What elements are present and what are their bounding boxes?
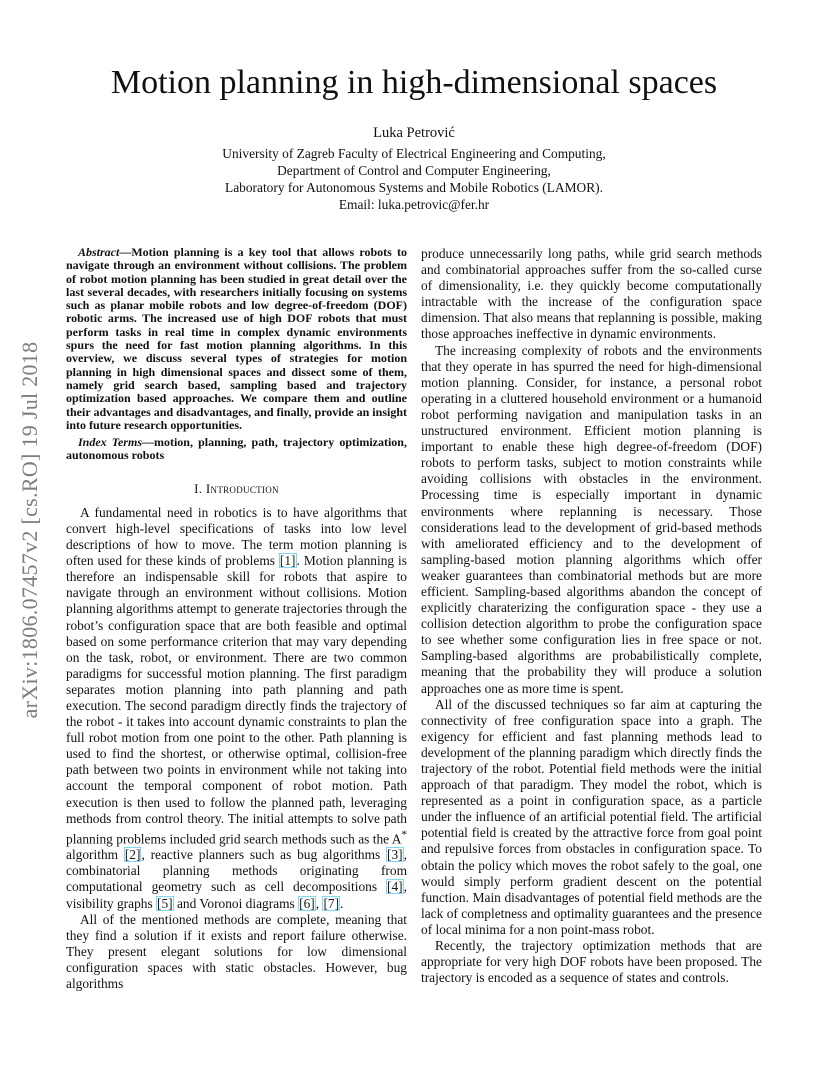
abstract-text: —Motion planning is a key tool that allows robots to navigate through an environment without collisions. The problem of robot motion planning has been studied in great detail over the last several decades, with researchers initially focusing on systems such as planar mobile robots and low degree-of-freedom (DOF) robotic arms. The increased use of high DOF robots that must perform tasks in real time in complex dynamic environments spurs the need for fast motion planning algorithms. In this overview, we discuss several types of strategies for motion planning in high dimensional spaces and dissect some of them, namely grid search based, sampling based and trajectory optimization based approaches. We compare them and outline their advantages and disadvantages, and finally, provide an insight into future research opportunities. bbox=[66, 245, 407, 432]
citation-link[interactable]: [4] bbox=[387, 879, 403, 895]
author-block bbox=[110, 125, 718, 213]
astar-superscript: * bbox=[401, 828, 407, 841]
text-run: . Motion planning is therefore an indispensable skill for robots that aspire to navigate through an environment without collisions. Motion planning algorithms attempt to generate trajectories through the robot’s configuration space that are both feasible and optimal based on some performance criterion that may vary depending on the task, robot, or environment. There are two common paradigms for successful motion planning. The first paradigm separates motion planning into path planning and path execution. The second paradigm directly finds the trajectory of the robot - it takes into account dynamic constraints to plan the full robot motion from one point to the other. Path planning is used to find the shortest, or otherwise optimal, collision-free path between two points in environment while not taking into account the temporal component of robot motion. Path execution is then used to follow the planned path, leveraging methods from control theory. The initial attempts to solve path planning problems included grid search methods such as the A bbox=[66, 553, 407, 847]
affiliation-line-3: Laboratory for Autonomous Systems and Mobile Robotics (LAMOR). bbox=[225, 180, 603, 195]
author-name: Luka Petrović bbox=[373, 125, 455, 141]
citation-link[interactable]: [3] bbox=[387, 847, 403, 863]
right-column bbox=[421, 246, 762, 986]
citation-link[interactable]: [6] bbox=[299, 895, 315, 911]
text-run: A fundamental need in robotics is to have algorithms that convert high-level specifications of tasks into low level descriptions of how to move. The term motion planning is often used for these kinds of problems bbox=[66, 504, 407, 569]
citation-link[interactable]: [5] bbox=[157, 895, 173, 911]
index-terms-label: Index Terms bbox=[78, 435, 142, 450]
arxiv-identifier-text: arXiv:1806.07457v2 [cs.RO] 19 Jul 2018 bbox=[17, 341, 42, 719]
paragraph-intro-4: All of the discussed techniques so far aim at capturing the connectivity of free configuration space into a graph. The exigency for efficient and fast planning methods lead to development of the planning paradigm which directly finds the trajectory of the robot. Potential field methods were the initial approach of that paradigm. They model the robot, which is represented as a point in configuration space, as a particle under the influence of an artificial potential field. The artificial potential field is created by the attractive force from goal point and repulsive forces from obstacles in configuration space. To obtain the policy which moves the robot safely to the goal, one would simply perform gradient descent on the potential function. Main disadvantages of potential field methods are the lack of completness and optimality guarantees and the presence of local minima for a non point-mass robot. bbox=[421, 696, 762, 937]
section-title: Introduction bbox=[205, 480, 279, 496]
text-run: and Voronoi diagrams bbox=[173, 895, 299, 911]
paragraph-intro-2: All of the mentioned methods are complete, meaning that they find a solution if it exists and report failure otherwise. They present elegant solutions for low dimensional configuration spaces with static obstacles. However, bug algorithms bbox=[66, 911, 407, 992]
abstract bbox=[66, 246, 407, 432]
abstract-label: Abstract bbox=[78, 245, 120, 259]
paragraph-continued: produce unnecessarily long paths, while grid search methods and combinatorial approaches suffer from the so-called curse of dimensionality, i.e. they quickly become computationally intractable with the increase of the configuration space dimension. That also means that replanning is possible, making those approaches ineffective in dynamic environments. bbox=[421, 246, 762, 342]
text-run: , combinatorial planning methods originating from computational geometry such as cell decompositions bbox=[66, 847, 407, 895]
left-column bbox=[66, 246, 407, 992]
text-run: algorithm bbox=[66, 847, 124, 863]
section-number: I. bbox=[194, 480, 203, 496]
arxiv-identifier bbox=[10, 290, 50, 770]
paragraph-intro-1 bbox=[66, 505, 407, 912]
citation-link[interactable]: [7] bbox=[323, 895, 340, 911]
section-heading-introduction bbox=[66, 481, 407, 497]
citation-link[interactable]: [1] bbox=[279, 553, 296, 569]
text-run: , visibility graphs bbox=[66, 879, 407, 911]
affiliation-line-2: Department of Control and Computer Engineering, bbox=[277, 163, 551, 178]
affiliation-line-1: University of Zagreb Faculty of Electrical Engineering and Computing, bbox=[222, 146, 606, 161]
paragraph-intro-5: Recently, the trajectory optimization methods that are appropriate for very high DOF robots have been proposed. The trajectory is encoded as a sequence of states and controls. bbox=[421, 938, 762, 986]
index-terms bbox=[66, 436, 407, 463]
text-run: , bbox=[315, 895, 323, 911]
paragraph-intro-3: The increasing complexity of robots and the environments that they operate in has spurred the need for high-dimensional motion planning. Consider, for instance, a personal robot operating in a cluttered household environment or a humanoid robot performing navigation and manipulation tasks in an unstructured environment. Efficient motion planning is important to enable these high degree-of-freedom (DOF) robots to perform tasks, subject to motion constraints while avoiding collisions with obstacles in the environment. Processing time is especially important in dynamic environments where replanning is necessary. Those considerations lead to the development of grid-based methods with ameliorated efficiency and to the development of sampling-based motion planning algorithms which offer weaker guarantees than combinatorial methods but are more efficient. Sampling-based algorithms abandon the concept of explicitly charaterizing the configuration space - they use a collision detection algorithm to probe the configuration space to see whether some configuration lies in free space or not. Sampling-based algorithms are probabilistically complete, meaning that the probability they will produce a solution approaches one as more time is spent. bbox=[421, 342, 762, 696]
author-email: Email: luka.petrovic@fer.hr bbox=[338, 197, 490, 212]
text-run: . bbox=[340, 895, 344, 911]
text-run: , reactive planners such as bug algorithms bbox=[141, 847, 387, 863]
citation-link[interactable]: [2] bbox=[124, 847, 141, 863]
index-terms-text: —motion, planning, path, trajectory optimization, autonomous robots bbox=[66, 435, 407, 463]
paper-title: Motion planning in high-dimensional spaces bbox=[110, 64, 718, 101]
